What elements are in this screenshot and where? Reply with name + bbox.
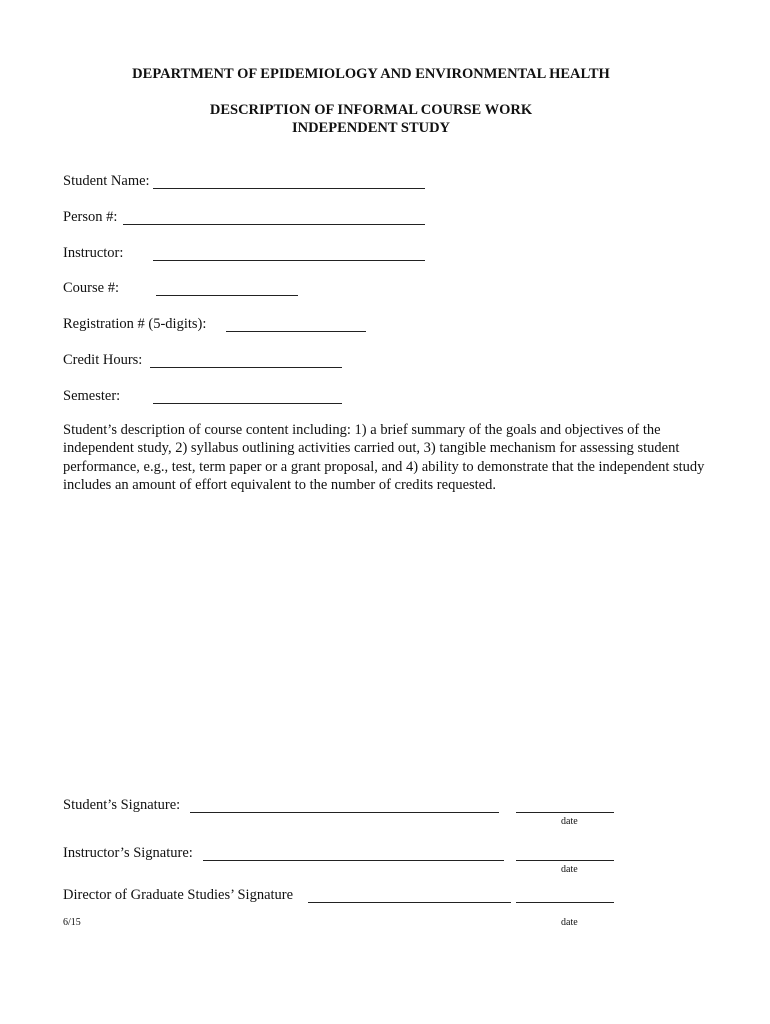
course-number-field[interactable]: [156, 295, 298, 296]
form-subtitle: INDEPENDENT STUDY: [291, 120, 451, 136]
instructor-field[interactable]: [153, 260, 425, 261]
form-title: DESCRIPTION OF INFORMAL COURSE WORK: [209, 102, 533, 118]
student-name-field[interactable]: [153, 188, 425, 189]
instructor-label: Instructor:: [63, 245, 124, 261]
department-heading: DEPARTMENT OF EPIDEMIOLOGY AND ENVIRONMENTAL HEALTH: [132, 66, 610, 82]
student-signature-field[interactable]: [190, 812, 499, 813]
course-number-label: Course #:: [63, 280, 119, 296]
instructor-signature-label: Instructor’s Signature:: [63, 845, 193, 861]
registration-number-field[interactable]: [226, 331, 366, 332]
instructor-signature-date-field[interactable]: [516, 860, 614, 861]
semester-field[interactable]: [153, 403, 342, 404]
director-signature-field[interactable]: [308, 902, 511, 903]
student-signature-label: Student’s Signature:: [63, 797, 181, 813]
director-signature-date-field[interactable]: [516, 902, 614, 903]
instructor-signature-field[interactable]: [203, 860, 504, 861]
registration-number-label: Registration # (5-digits):: [63, 316, 207, 332]
student-signature-date-field[interactable]: [516, 812, 614, 813]
instructor-date-label: date: [561, 864, 578, 875]
student-date-label: date: [561, 816, 578, 827]
director-date-label: date: [561, 917, 578, 928]
revision-date: 6/15: [63, 917, 81, 928]
person-number-field[interactable]: [123, 224, 425, 225]
semester-label: Semester:: [63, 388, 121, 404]
director-signature-label: Director of Graduate Studies’ Signature: [63, 887, 294, 903]
description-paragraph: Student’s description of course content including: 1) a brief summary of the goals and objectives of the independent study, 2) syllabus outlining activities carried out, 3) tangible mechanism for assessing student performance, e.g., test, term paper or a grant proposal, and 4) ability to demonstrate that the independent study includes an amount of effort equivalent to the number of credits requested.: [63, 422, 705, 494]
student-name-label: Student Name:: [63, 173, 150, 189]
credit-hours-label: Credit Hours:: [63, 352, 143, 368]
person-number-label: Person #:: [63, 209, 118, 225]
credit-hours-field[interactable]: [150, 367, 342, 368]
